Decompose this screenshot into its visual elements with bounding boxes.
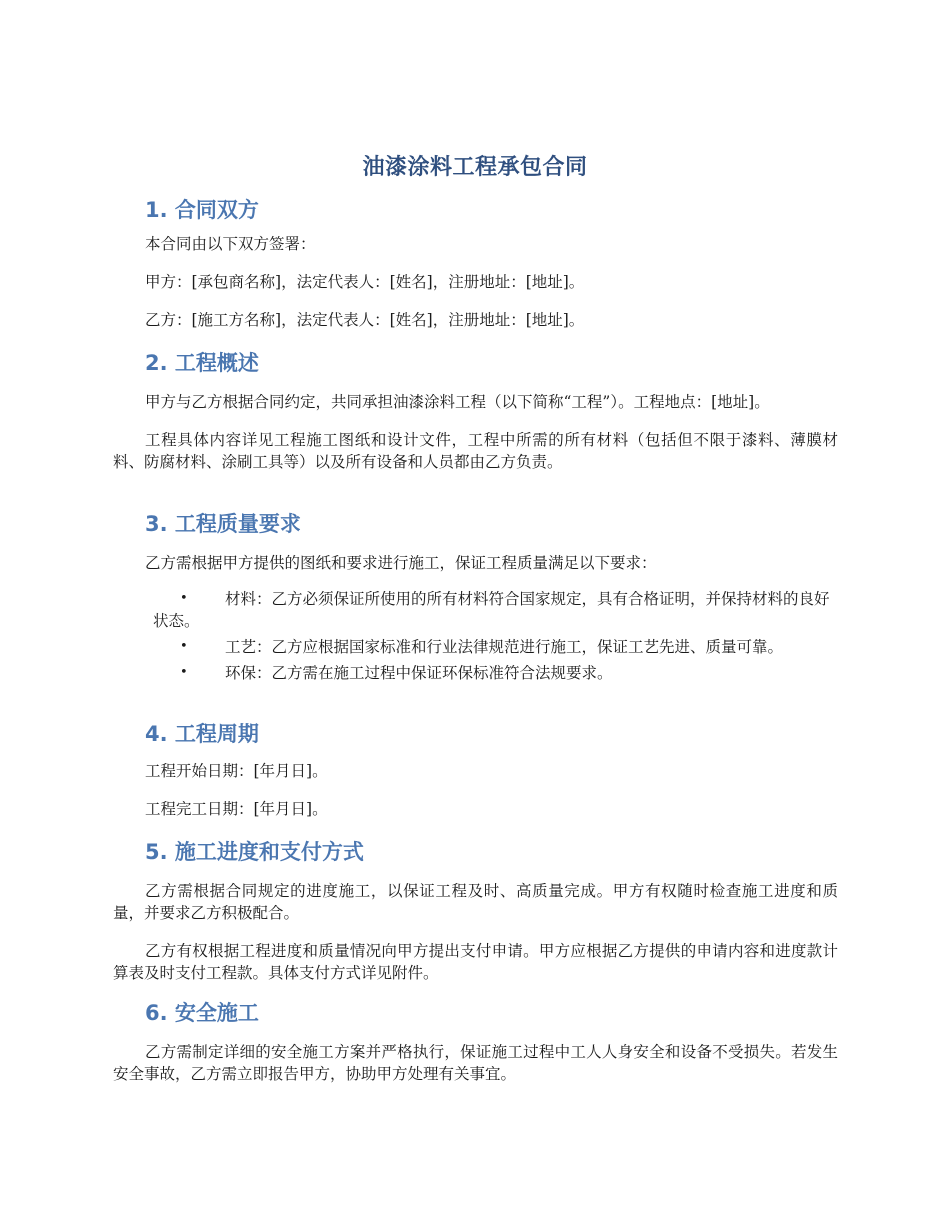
quality-list <box>113 588 838 684</box>
list-item <box>113 588 838 632</box>
section-overview <box>113 349 838 473</box>
document-title: 油漆涂料工程承包合同 <box>362 155 588 180</box>
list-item-text: 工艺：乙方应根据国家标准和行业法律规范进行施工，保证工艺先进、质量可靠。 <box>225 638 784 656</box>
paragraph: 工程完工日期：[年月日]。 <box>145 800 328 818</box>
section-safety <box>113 999 838 1085</box>
section-schedule <box>113 720 838 820</box>
bullet-icon: • <box>180 591 188 606</box>
paragraph: 工程具体内容详见工程施工图纸和设计文件，工程中所需的所有材料（包括但不限于漆料、薄膜材料、防腐材料、涂刷工具等）以及所有设备和人员都由乙方负责。 <box>113 431 838 471</box>
paragraph: 乙方需制定详细的安全施工方案并严格执行，保证施工过程中工人人身安全和设备不受损失。若发生安全事故，乙方需立即报告甲方，协助甲方处理有关事宜。 <box>113 1043 838 1083</box>
bullet-icon: • <box>180 639 188 654</box>
section-progress-payment <box>113 838 838 984</box>
section-parties <box>113 196 838 331</box>
section-heading: 3. 工程质量要求 <box>145 512 301 536</box>
paragraph: 乙方：[施工方名称]，法定代表人：[姓名]，注册地址：[地址]。 <box>145 311 585 329</box>
list-item <box>113 662 838 684</box>
section-heading: 5. 施工进度和支付方式 <box>145 840 364 864</box>
paragraph: 甲方与乙方根据合同约定，共同承担油漆涂料工程（以下简称“工程”）。工程地点：[地址]。 <box>145 393 770 411</box>
paragraph: 乙方有权根据工程进度和质量情况向甲方提出支付申请。甲方应根据乙方提供的申请内容和进度款计算表及时支付工程款。具体支付方式详见附件。 <box>113 942 838 982</box>
list-item-text: 材料：乙方必须保证所使用的所有材料符合国家规定，具有合格证明，并保持材料的良好状态。 <box>153 590 830 630</box>
paragraph: 乙方需根据甲方提供的图纸和要求进行施工，保证工程质量满足以下要求： <box>145 554 657 572</box>
section-heading: 2. 工程概述 <box>145 351 259 375</box>
list-item <box>113 636 838 658</box>
section-heading: 4. 工程周期 <box>145 722 259 746</box>
paragraph: 甲方：[承包商名称]，法定代表人：[姓名]，注册地址：[地址]。 <box>145 273 585 291</box>
section-quality <box>113 510 838 684</box>
paragraph: 本合同由以下双方签署： <box>145 235 316 253</box>
paragraph: 工程开始日期：[年月日]。 <box>145 762 328 780</box>
bullet-icon: • <box>180 665 188 680</box>
section-heading: 6. 安全施工 <box>145 1001 259 1025</box>
list-item-text: 环保：乙方需在施工过程中保证环保标准符合法规要求。 <box>225 664 613 682</box>
paragraph: 乙方需根据合同规定的进度施工，以保证工程及时、高质量完成。甲方有权随时检查施工进度和质量，并要求乙方积极配合。 <box>113 882 838 922</box>
section-heading: 1. 合同双方 <box>145 198 259 222</box>
